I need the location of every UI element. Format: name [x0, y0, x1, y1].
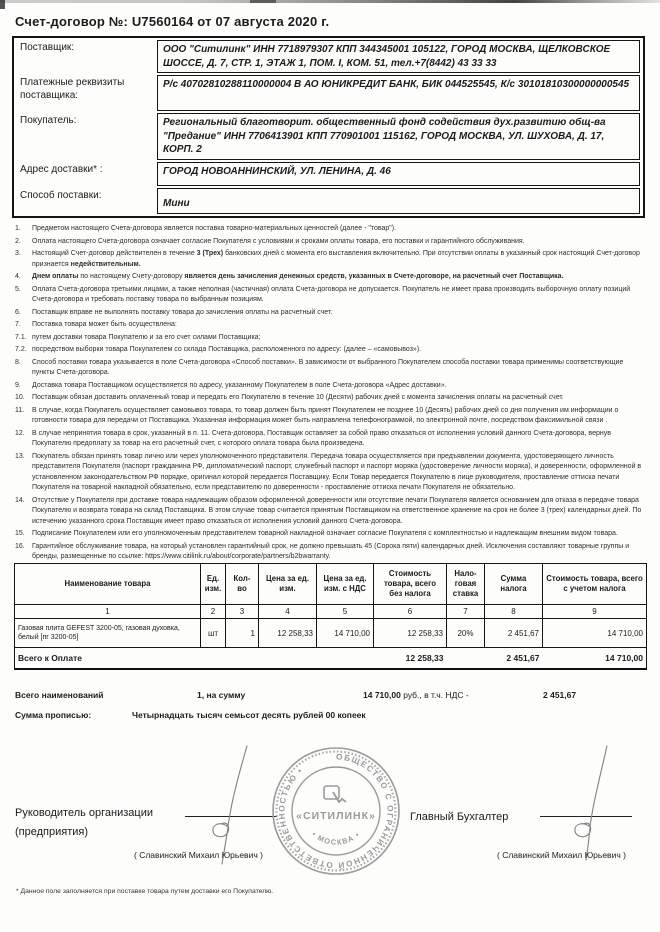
col-num: 1 [15, 605, 201, 619]
term-number: 7. [15, 321, 21, 328]
term-text: Предметом настоящего Счета-договора является поставка товарно-материальных ценностей (далее - "товар"). [32, 225, 397, 232]
item-name: Газовая плита GEFEST 3200-05, газовая духовка, белый [пг 3200-05] [15, 619, 201, 648]
term-item [15, 285, 647, 306]
delivery-method-label: Способ поставки: [20, 189, 102, 201]
term-number: 14. [15, 496, 25, 504]
term-item [15, 393, 647, 404]
col-num: 8 [485, 605, 543, 619]
term-item [15, 308, 647, 319]
term-text: Настоящий Счет-договор действителен в течение 3 (Трех) банковских дней с момента его выставления включительно. При отсутствии оплаты в указанный срок настоящий Счет-договор признается недействительным. [32, 250, 640, 268]
document-title: Счет-договор №: U7560164 от 07 августа 2020 г. [15, 14, 330, 29]
total-amount: 14 710,00 руб., в т.ч. НДС - [363, 690, 469, 700]
stamp-ring-text: ОБЩЕСТВО С ОГРАНИЧЕННОЙ ОТВЕТСТВЕННОСТЬЮ • [277, 752, 395, 870]
buyer-value: Региональный благотворит. общественный фонд содействия дух.развитию общ-ва "Предание" ИНН 7706413901 КПП 770901001 115162, ГОРОД МОСКВА, УЛ. ШУХОВА, Д. 17, КОРП. 2 [157, 113, 640, 160]
term-number: 10. [15, 394, 25, 401]
goods-table [14, 563, 647, 670]
term-number: 4. [15, 273, 21, 280]
svg-text:• МОСКВА • [310, 830, 362, 847]
goods-table-numbers-row [15, 605, 647, 619]
term-number: 11. [15, 406, 25, 414]
goods-table-header-row [15, 564, 647, 605]
term-text: Днем оплаты по настоящему Счету-договору является день зачисления денежных средств, указанных в Счете-договоре, на расчетный счет Поставщика. [32, 273, 564, 280]
col-num: 3 [226, 605, 259, 619]
stamp-center-text: «СИТИЛИНК» [296, 810, 376, 822]
delivery-method-row [16, 187, 641, 215]
term-number: 16. [15, 542, 25, 550]
accountant-name: ( Славинский Михаил Юрьевич ) [497, 850, 626, 860]
delivery-address-label: Адрес доставки* : [20, 163, 103, 175]
names-count-label: Всего наименований [15, 690, 104, 700]
director-role-line2: (предприятия) [15, 825, 89, 838]
col-num: 4 [259, 605, 317, 619]
term-item [15, 320, 647, 331]
term-number: 12. [15, 429, 25, 437]
item-total-no-tax: 12 258,33 [374, 619, 447, 648]
scan-artifact-corner [0, 0, 5, 9]
item-tax-sum: 2 451,67 [485, 619, 543, 648]
col-num: 9 [543, 605, 647, 619]
total-with-tax: 14 710,00 [543, 648, 647, 670]
col-num: 5 [317, 605, 374, 619]
term-number: 1. [15, 225, 21, 232]
delivery-address-value: ГОРОД НОВОАННИНСКИЙ, УЛ. ЛЕНИНА, Д. 46 [157, 162, 640, 186]
col-header-unit: Ед. изм. [201, 564, 226, 605]
term-item [15, 333, 647, 344]
term-text: Покупатель обязан принять товар лично или через уполномоченного представителя. Передача товара осуществляется при предъявлении документа, удостоверяющего личность представителя Покупателя (паспорт гражданина РФ, дипломатический паспорт, служебный паспорт и паспорт моряка (удостоверение личности моряка), и доверенности, оформленной в установленном законодательством РФ порядке, оригинал которой передается Поставщику. Если Товар передается Покупателю в лице руководителя, проставление оттиска печати Покупателя на товарной накладной обязательно, если представителю по доверенности - проставление оттиска печати Покупателя не обязательно. [32, 452, 642, 491]
term-text: Поставщик обязан доставить оплаченный товар и передать его Покупателю в течение 10 (Десяти) рабочих дней с момента зачисления оплаты на расчетный счет. [32, 394, 564, 401]
term-number: 7.2. [15, 346, 27, 353]
term-text: Оплата настоящего Счета-договора означает согласие Покупателя с условиями и сроками оплаты товара, его поставки и гарантийного обслуживания. [32, 237, 525, 245]
director-role-line1: Руководитель организации [15, 807, 154, 819]
goods-total-row [15, 648, 647, 670]
scan-artifact-mark [250, 0, 276, 3]
amount-words-value: Четырнадцать тысяч семьсот десять рублей 00 копеек [132, 710, 366, 720]
payment-details-label: Платежные реквизиты поставщика: [20, 77, 125, 101]
term-text: Оплата Счета-договора третьими лицами, а также неполная (частичная) оплата Счета-договора не допускается. Покупатель не имеет права производить выборочную оплату позиций Счета-договора и требовать поставку товара по выбранным позициям. [32, 285, 631, 303]
col-header-price-vat: Цена за ед. изм. с НДС [317, 564, 374, 605]
col-header-tax-rate: Нало-говая ставка [447, 564, 485, 605]
col-header-qty: Кол-во [226, 564, 259, 605]
director-name: ( Славинский Михаил Юрьевич ) [134, 850, 263, 860]
director-role-label [15, 804, 153, 841]
names-count-value: 1, на сумму [197, 690, 246, 700]
citilink-logo-icon [324, 786, 346, 802]
term-item [15, 406, 647, 427]
parties-info-table [12, 36, 645, 218]
term-item [15, 542, 647, 563]
col-header-price: Цена за ед. изм. [259, 564, 317, 605]
col-header-name: Наименование товара [15, 564, 201, 605]
accountant-role-label: Главный Бухгалтер [410, 811, 509, 823]
company-stamp [271, 746, 401, 876]
term-item [15, 381, 647, 392]
term-text: Гарантийное обслуживание товара, на который установлен гарантийный срок, не должно превышать 45 (Сорока пяти) календарных дней. Исключения составляют товарные группы и бренды, размещенные по ссылке: https://www.citilink.ru/about/corporate/partners/b2bwarranty. [32, 542, 630, 560]
col-num: 6 [374, 605, 447, 619]
item-price-vat: 14 710,00 [317, 619, 374, 648]
term-item [15, 224, 647, 235]
total-label: Всего к Оплате [15, 648, 374, 670]
scan-artifact-top [0, 0, 660, 3]
col-header-total-with-tax: Стоимость товара, всего с учетом налога [543, 564, 647, 605]
term-item [15, 345, 647, 356]
term-number: 15. [15, 530, 25, 537]
total-empty-cell [447, 648, 485, 670]
item-unit: шт [201, 619, 226, 648]
term-number: 7.1. [15, 333, 27, 341]
supplier-row [16, 39, 641, 74]
term-item [15, 358, 647, 379]
term-number: 8. [15, 358, 21, 366]
term-text: путем доставки товара Покупателю и за его счет силами Поставщика; [32, 333, 261, 341]
col-header-total-no-tax: Стоимость товара, всего без налога [374, 564, 447, 605]
amount-words-label: Сумма прописью: [15, 710, 92, 720]
supplier-value: ООО "Ситилинк" ИНН 7718979307 КПП 344345001 105122, ГОРОД МОСКВА, ЩЕЛКОВСКОЕ ШОССЕ, Д. 7, СТР. 1, ЭТАЖ 1, ПОМ. I, КОМ. 51, тел.+7(8442) 43 33 33 [157, 40, 640, 73]
col-num: 2 [201, 605, 226, 619]
item-tax-rate: 20% [447, 619, 485, 648]
total-tax-sum: 2 451,67 [485, 648, 543, 670]
term-item [15, 272, 647, 283]
term-number: 6. [15, 308, 21, 316]
term-number: 3. [15, 250, 21, 257]
term-text: Поставщик вправе не выполнять поставку товара до зачисления оплаты на расчетный счет. [32, 308, 333, 316]
term-item [15, 429, 647, 450]
goods-item-row [15, 619, 647, 648]
supplier-label: Поставщик: [20, 42, 75, 53]
item-qty: 1 [226, 619, 259, 648]
term-text: В случае непринятия товара в срок, указанный в п. 11. Счета-договора, Поставщик оставляет за собой право отказаться от исполнения условий данного Счета-договора, вернув Покупателю предоплату за товар на его расчетный счет, с которого оплата товара была произведена. [32, 429, 611, 447]
delivery-method-value: Мини [157, 188, 640, 214]
term-item [15, 496, 647, 528]
payment-details-row [16, 74, 641, 112]
term-text: посредством выборки товара Покупателем со склада Поставщика, расположенного по адресу: (далее – «самовывоз»). [32, 346, 422, 353]
terms-list [15, 224, 647, 565]
payment-details-value: Р/с 40702810288110000004 В АО ЮНИКРЕДИТ БАНК, БИК 044525545, К/с 30101810300000000545 [157, 75, 640, 111]
vat-amount: 2 451,67 [543, 690, 577, 700]
buyer-row [16, 112, 641, 161]
item-total-with-tax: 14 710,00 [543, 619, 647, 648]
footnote-text: * Данное поле заполняется при поставке товара путем доставки его Покупателю. [16, 888, 274, 895]
stamp-city-text: • МОСКВА • [310, 829, 362, 847]
term-item [15, 529, 647, 540]
delivery-address-row [16, 161, 641, 187]
term-text: Способ поставки товара указывается в поле Счета-договора «Способ поставки». В зависимости от выбранного Покупателем способа поставки товара применимы соответствующие пункты Счета-договора. [32, 358, 624, 376]
term-text: Доставка товара Поставщиком осуществляется по адресу, указанному Покупателем в поле Счета-договора «Адрес доставки». [32, 381, 447, 389]
signatures-section [14, 738, 646, 888]
term-number: 9. [15, 381, 21, 389]
total-no-tax: 12 258,33 [374, 648, 447, 670]
col-header-tax-sum: Сумма налога [485, 564, 543, 605]
term-item [15, 452, 647, 494]
col-num: 7 [447, 605, 485, 619]
term-text: В случае, когда Покупатель осуществляет самовывоз товара, то товар должен быть принят Покупателем не позднее 10 (Десять) рабочих дней со дня получения им информации о готовности товара для передачи от Поставщика. Указанная информация может быть направлена телефонограммой, по электронной почте, посредством факсимильной связи . [32, 406, 619, 424]
term-number: 2. [15, 237, 21, 245]
term-text: Подписание Покупателем или его уполномоченным представителем товарной накладной означает согласие Покупателя с комплектностью и надлежащим внешним видом товара. [32, 530, 618, 537]
buyer-label: Покупатель: [20, 115, 77, 126]
term-text: Отсутствие у Покупателя при доставке товара надлежащим образом оформленной доверенности или отсутствие печати Покупателя является основанием для отказа в передаче товара Покупателю и возврата товара на склад Поставщика. В этом случае товар считается принятым Поставщиком на ответственное хранение на срок не более 3 (трех) календарных дней. По истечению указанного срока Поставщик имеет право отказаться от исполнения условий данного Счета-договора. [32, 496, 642, 525]
term-number: 5. [15, 285, 21, 293]
term-item [15, 237, 647, 248]
term-text: Поставка товара может быть осуществлена: [32, 321, 177, 328]
item-price: 12 258,33 [259, 619, 317, 648]
term-number: 13. [15, 452, 25, 460]
term-item [15, 249, 647, 270]
